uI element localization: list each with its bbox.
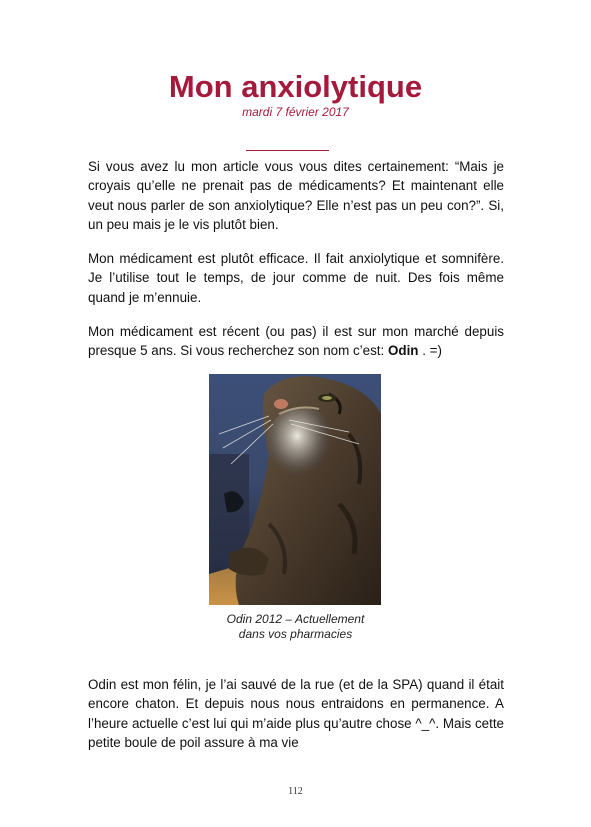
paragraph-efficacy: Mon médicament est plutôt efficace. Il fait anxiolytique et somnifère. Je l’utilise tout le temps, de jour comme de nuit. Des fois même quand je m’ennuie. bbox=[88, 251, 504, 305]
cat-name: Odin bbox=[387, 343, 419, 359]
photo-caption bbox=[180, 612, 411, 642]
paragraph-name bbox=[88, 322, 504, 361]
paragraph-about-odin: Odin est mon félin, je l’ai sauvé de la rue (et de la SPA) quand il était encore chaton. Et depuis nous nous entraidons en permanence. A l’heure actuelle c’est lui qui m’aide plus qu’autre chose ^_^. Mais cette petite boule de poil assure à ma vie bbox=[88, 677, 504, 750]
paragraph-name-suffix: . =) bbox=[418, 343, 442, 359]
cat-photo bbox=[209, 374, 381, 605]
caption-line-2: dans vos pharmacies bbox=[238, 627, 353, 641]
paragraph-intro: Si vous avez lu mon article vous vous dites certainement: “Mais je croyais qu’elle ne prenait pas de médicaments? Et maintenant elle veut nous parler de son anxiolytique? Elle n’est pas un peu con?”. Si, un peu mais je le vis plutôt bien. bbox=[88, 159, 504, 232]
article-date: mardi 7 février 2017 bbox=[242, 105, 349, 119]
paragraph-name-text: Mon médicament est récent (ou pas) il est sur mon marché depuis presque 5 ans. Si vous recherchez son nom c’est: bbox=[88, 324, 504, 359]
page-number: 112 bbox=[288, 786, 303, 797]
caption-line-1: Odin 2012 – Actuellement bbox=[226, 612, 365, 626]
title-divider bbox=[246, 150, 329, 151]
article-title: Mon anxiolytique bbox=[168, 69, 423, 104]
